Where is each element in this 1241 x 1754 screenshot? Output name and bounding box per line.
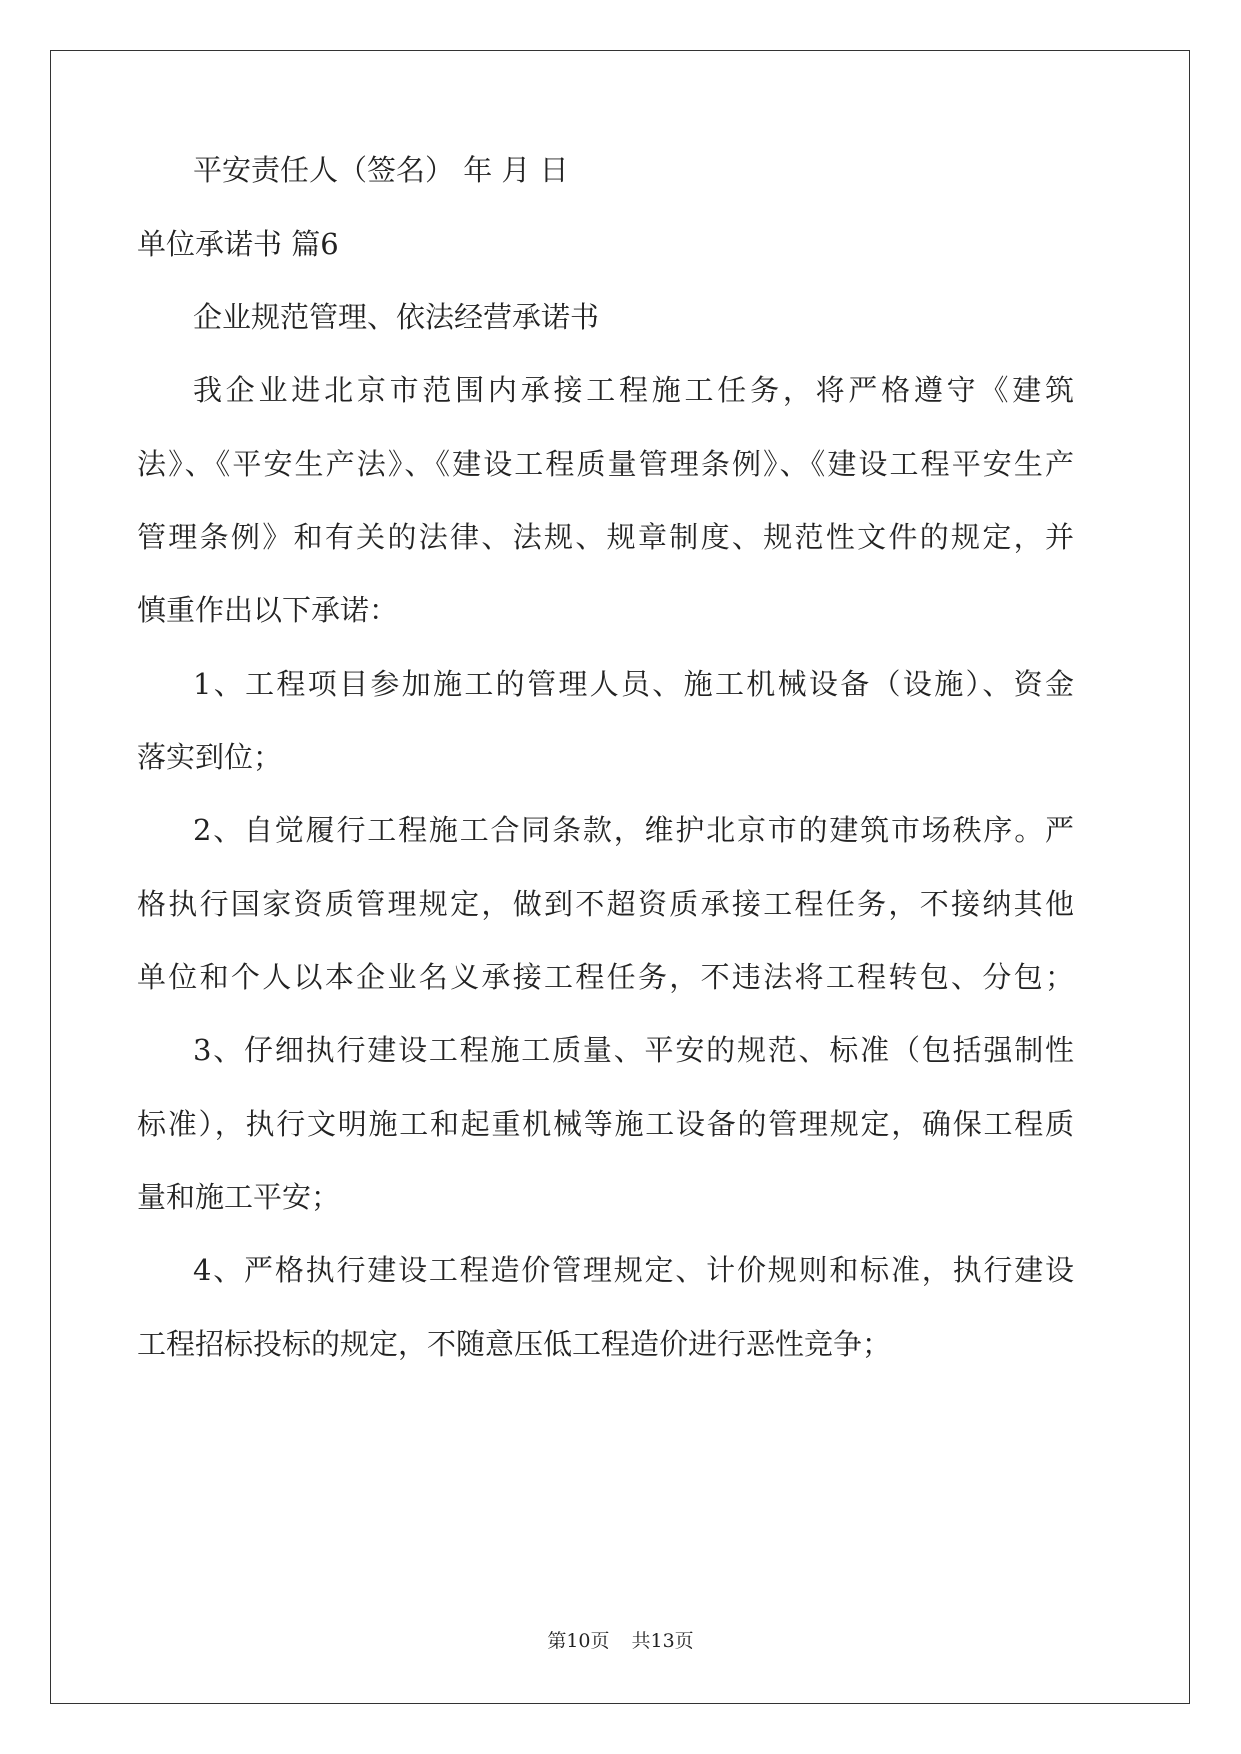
paragraph-line: 我企业进北京市范围内承接工程施工任务，将严格遵守《建筑 <box>193 373 1074 407</box>
paragraph-line: 格执行国家资质管理规定，做到不超资质承接工程任务，不接纳其他 <box>137 887 1074 921</box>
paragraph-line: 落实到位； <box>137 740 283 774</box>
paragraph-line: 量和施工平安； <box>137 1180 341 1214</box>
page-number: 第10页 <box>547 1630 610 1652</box>
paragraph-line: 工程招标投标的规定，不随意压低工程造价进行恶性竞争； <box>137 1327 892 1361</box>
paragraph-line: 慎重作出以下承诺： <box>137 593 399 627</box>
signature-line: 平安责任人（签名） 年 月 日 <box>193 153 569 187</box>
page-footer <box>0 1628 1241 1654</box>
paragraph-line: 管理条例》和有关的法律、法规、规章制度、规范性文件的规定，并 <box>137 520 1074 554</box>
paragraph-line: 4、严格执行建设工程造价管理规定、计价规则和标准，执行建设 <box>193 1253 1074 1287</box>
paragraph-line: 法》、《平安生产法》、《建设工程质量管理条例》、《建设工程平安生产 <box>137 447 1074 481</box>
document-title: 企业规范管理、依法经营承诺书 <box>193 300 600 334</box>
paragraph-line: 单位和个人以本企业名义承接工程任务，不违法将工程转包、分包； <box>137 960 1074 994</box>
page-total: 共13页 <box>631 1630 694 1652</box>
paragraph-line: 2、自觉履行工程施工合同条款，维护北京市的建筑市场秩序。严 <box>193 813 1074 847</box>
paragraph-line: 标准），执行文明施工和起重机械等施工设备的管理规定，确保工程质 <box>137 1107 1074 1141</box>
section-heading: 单位承诺书 篇6 <box>137 227 339 261</box>
paragraph-line: 1、工程项目参加施工的管理人员、施工机械设备（设施）、资金 <box>193 667 1074 701</box>
paragraph-line: 3、仔细执行建设工程施工质量、平安的规范、标准（包括强制性 <box>193 1033 1074 1067</box>
